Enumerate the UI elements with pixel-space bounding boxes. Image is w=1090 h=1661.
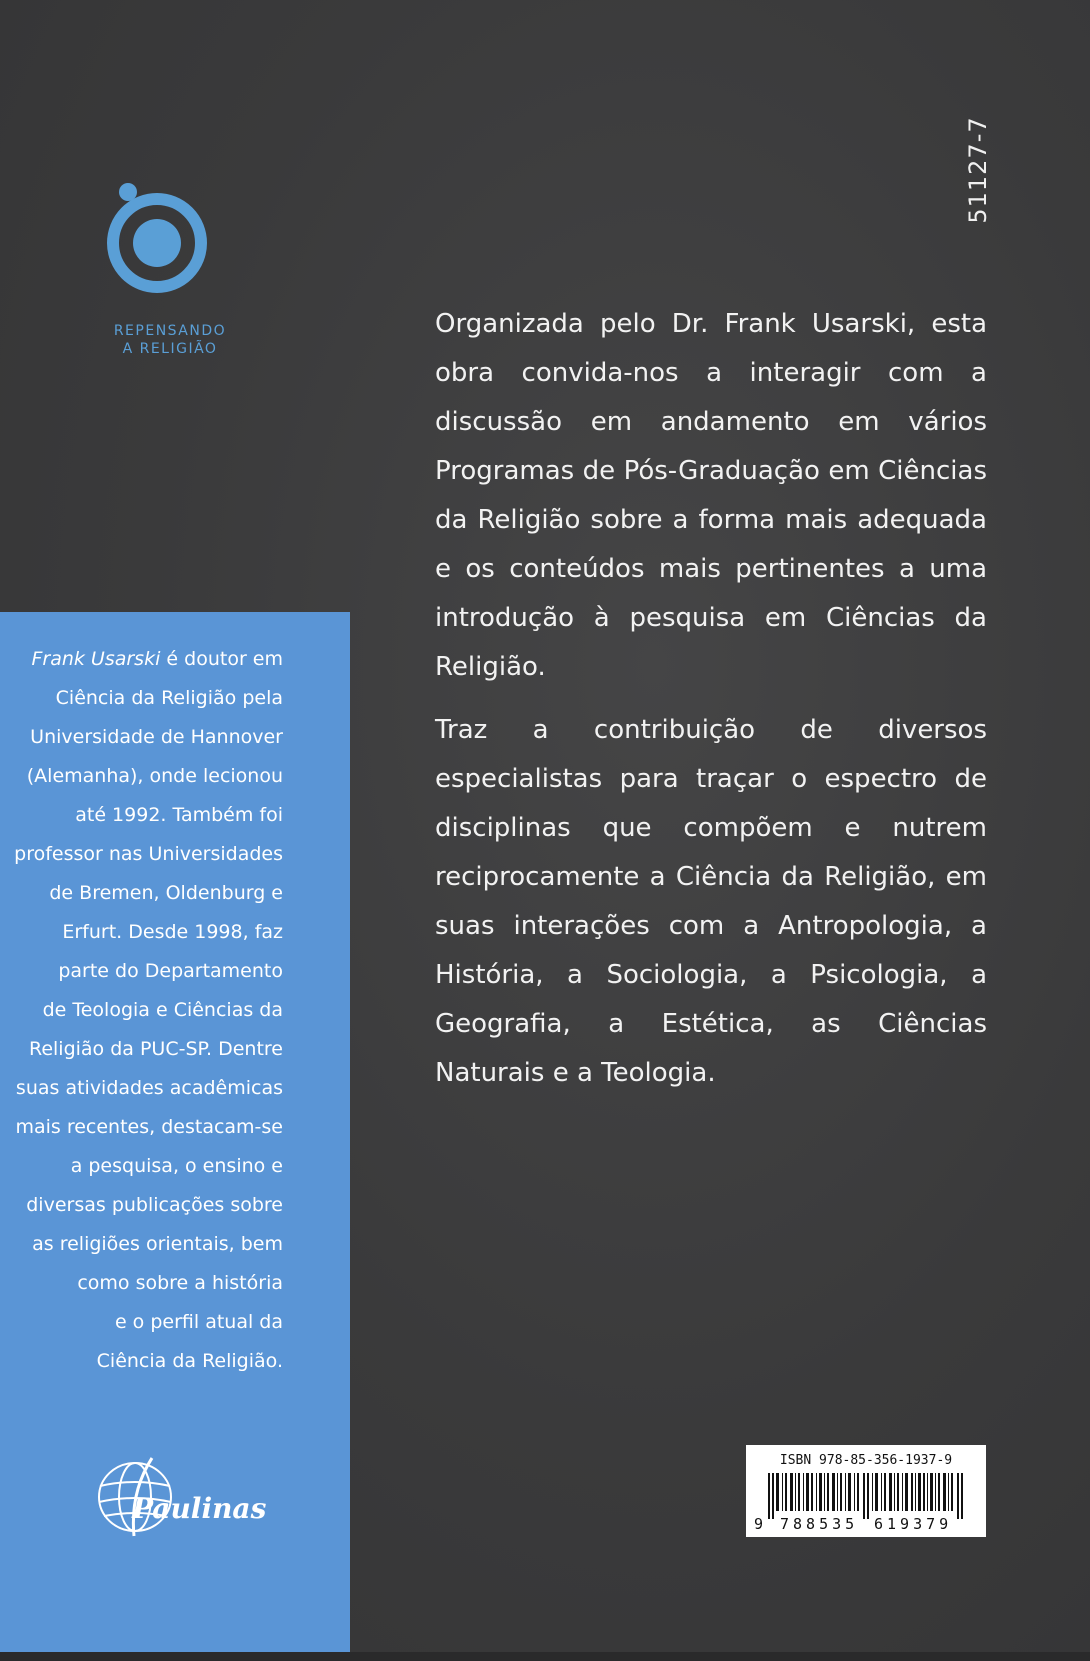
synopsis-paragraph-1: Organizada pelo Dr. Frank Usarski, esta obra convida-nos a interagir com a discussão em andamento em vários Programas de Pós-Graduação em Ciências da Religião sobre a forma mais adequada e os conteúdos mais pertinentes a uma introdução à pesquisa em Ciências da Religião. <box>435 309 987 682</box>
barcode-digits <box>746 1515 986 1535</box>
catalog-code <box>948 100 1008 240</box>
barcode-digit-group-2: 619379 <box>874 1515 953 1533</box>
publisher-logo <box>90 1452 267 1542</box>
bio-line-3: (Alemanha), onde lecionou <box>26 765 283 787</box>
series-name-line2: A RELIGIÃO <box>122 341 218 357</box>
publisher-wordmark: Paulinas <box>132 1492 267 1525</box>
bio-line <box>0 640 283 679</box>
bio-line-16: como sobre a história <box>77 1272 283 1294</box>
synopsis <box>435 300 987 1112</box>
bio-line-17: e o perfil atual da <box>114 1311 283 1333</box>
bio-line-7: Erfurt. Desde 1998, faz <box>62 921 283 943</box>
bio-line-0: é doutor em <box>160 648 283 670</box>
catalog-code-text: 51127-7 <box>964 116 992 224</box>
bio-line-4: até 1992. Também foi <box>75 804 283 826</box>
bio-line-5: professor nas Universidades <box>14 843 283 865</box>
isbn-text: ISBN 978-85-356-1937-9 <box>779 1453 953 1468</box>
bio-line-2: Universidade de Hannover <box>30 726 283 748</box>
synopsis-paragraph-2: Traz a contribuição de diversos especialistas para traçar o espectro de disciplinas que compõem e nutrem reciprocamente a Ciência da Religião, em suas interações com a Antropologia, a História, a Sociologia, a Psicologia, a Geografia, a Estética, as Ciências Naturais e a Teologia. <box>435 715 987 1088</box>
bio-line-6: de Bremen, Oldenburg e <box>49 882 283 904</box>
bio-line-14: diversas publicações sobre <box>26 1194 283 1216</box>
bio-line-1: Ciência da Religião pela <box>55 687 283 709</box>
bio-line-12: mais recentes, destacam-se <box>15 1116 283 1138</box>
barcode-digit-group-1: 788535 <box>780 1515 859 1533</box>
bio-line-10: Religião da PUC-SP. Dentre <box>28 1038 283 1060</box>
barcode-bars-icon <box>756 1473 978 1519</box>
series-name-line1: REPENSANDO <box>113 323 227 339</box>
bio-line-8: parte do Departamento <box>58 960 283 982</box>
bio-line-11: suas atividades acadêmicas <box>15 1077 283 1099</box>
author-bio <box>0 640 283 1381</box>
barcode-label <box>746 1445 986 1537</box>
barcode-digit-first: 9 <box>754 1515 764 1533</box>
bio-line-15: as religiões orientais, bem <box>32 1233 283 1255</box>
bio-line-18: Ciência da Religião. <box>96 1350 283 1372</box>
author-name: Frank Usarski <box>31 648 161 670</box>
series-name <box>70 322 270 358</box>
bio-line-9: de Teologia e Ciências da <box>42 999 283 1021</box>
cover-bottom-edge <box>0 1652 1090 1661</box>
bio-line-13: a pesquisa, o ensino e <box>70 1155 283 1177</box>
